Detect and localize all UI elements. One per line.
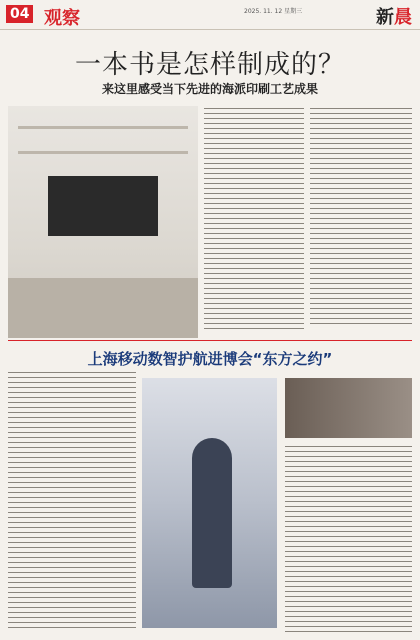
article-photo <box>285 378 412 438</box>
article-title: 一本书是怎样制成的？ <box>74 50 345 80</box>
divider <box>8 340 412 341</box>
page-number: 04 <box>6 5 33 23</box>
body-text-column <box>310 108 412 326</box>
masthead <box>0 0 420 30</box>
issue-date: 2025. 11. 12 星期三 <box>244 8 303 15</box>
section-name: 观察 <box>44 8 80 29</box>
newspaper-logo: 新晨 <box>376 7 412 28</box>
article-title: 上海移动数智护航进博会“东方之约” <box>87 350 333 368</box>
body-text-column <box>8 372 136 628</box>
exhibition-photo <box>8 106 198 338</box>
body-text-column <box>204 108 304 330</box>
article-photo <box>142 378 277 628</box>
body-text-column <box>285 446 412 632</box>
article-subtitle: 来这里感受当下先进的海派印刷工艺成果 <box>101 82 318 96</box>
